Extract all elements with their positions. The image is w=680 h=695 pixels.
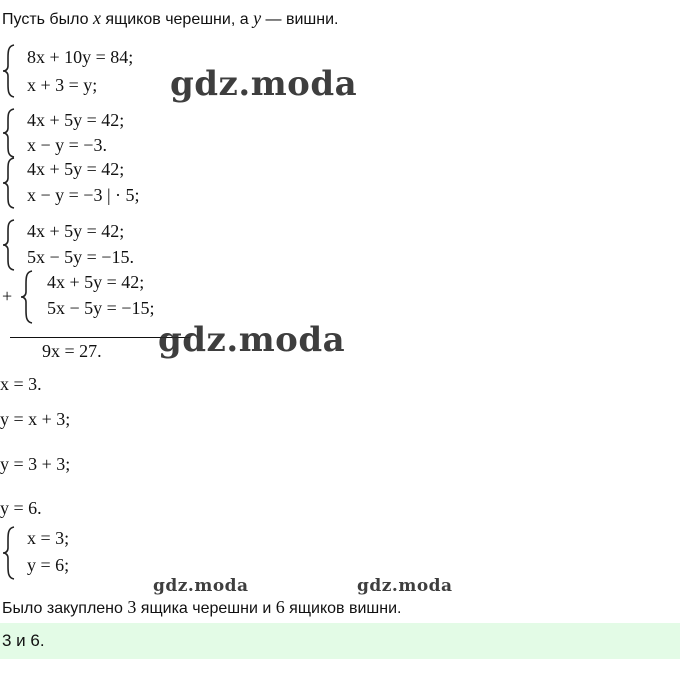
watermark-logo: gdz.moda: [158, 320, 346, 360]
var-x: x: [92, 8, 101, 28]
step-y-expr: y = x + 3;: [0, 409, 71, 429]
watermark-logo: gdz.moda: [170, 64, 358, 104]
answer-box: [0, 623, 680, 659]
brace-icon: [2, 526, 16, 580]
answer-text: 3 и 6.: [2, 631, 45, 650]
system4-eq1: 4x + 5y = 42;: [27, 221, 125, 241]
step-y-subst: y = 3 + 3;: [0, 454, 71, 474]
final-eq2: y = 6;: [27, 555, 70, 575]
step-y-value: y = 6.: [0, 498, 42, 518]
intro-text: Пусть было x ящиков черешни, а y — вишни.: [2, 8, 339, 28]
system5-eq1: 4x + 5y = 42;: [47, 272, 145, 292]
brace-icon: [2, 219, 16, 271]
system1-eq2: x + 3 = y;: [27, 75, 98, 95]
system2-eq1: 4x + 5y = 42;: [27, 110, 125, 130]
system2-eq2: x − y = −3.: [27, 135, 107, 155]
system3-eq1: 4x + 5y = 42;: [27, 159, 125, 179]
brace-icon: [2, 44, 16, 98]
brace-icon: [20, 270, 34, 324]
brace-icon: [2, 157, 16, 209]
system5-eq2: 5x − 5y = −15;: [47, 298, 155, 318]
final-eq1: x = 3;: [27, 528, 70, 548]
plus-sign: +: [2, 286, 13, 306]
watermark-logo: gdz.moda: [153, 576, 249, 596]
var-y: y: [253, 8, 262, 28]
brace-icon: [2, 108, 16, 158]
conclusion-text: Было закуплено 3 ящика черешни и 6 ящиков вишни.: [2, 597, 402, 617]
step-x-value: x = 3.: [0, 374, 42, 394]
system1-eq1: 8x + 10y = 84;: [27, 47, 134, 67]
watermark-logo: gdz.moda: [357, 576, 453, 596]
system5-sum: 9x = 27.: [42, 341, 102, 361]
system4-eq2: 5x − 5y = −15.: [27, 247, 134, 267]
system3-eq2: x − y = −3 | · 5;: [27, 185, 140, 205]
